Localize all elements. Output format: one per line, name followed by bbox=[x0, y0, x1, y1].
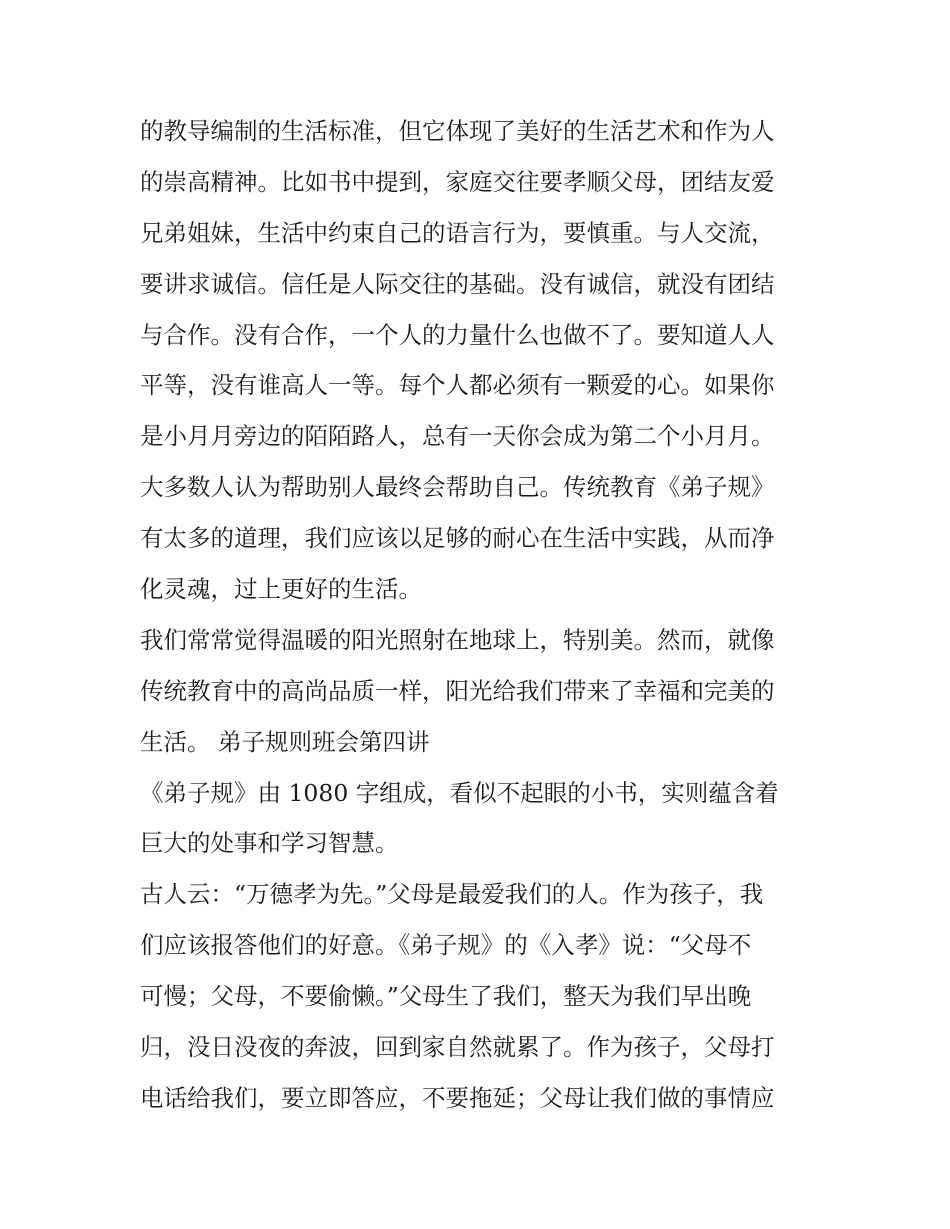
text-line: 归，没日没夜的奔波，回到家自然就累了。作为孩子，父母打 bbox=[140, 1033, 775, 1062]
text-line: 平等，没有谁高人一等。每个人都必须有一颗爱的心。如果你 bbox=[140, 371, 775, 400]
text-line: 有太多的道理，我们应该以足够的耐心在生活中实践，从而净 bbox=[140, 524, 775, 553]
text-line: 电话给我们，要立即答应，不要拖延；父母让我们做的事情应 bbox=[140, 1083, 775, 1112]
text-line: 生活。 弟子规则班会第四讲 bbox=[140, 727, 430, 756]
text-line: 古人云：“万德孝为先。”父母是最爱我们的人。作为孩子，我 bbox=[140, 880, 764, 909]
body-text bbox=[140, 106, 820, 1124]
text-line: 大多数人认为帮助别人最终会帮助自己。传统教育《弟子规》 bbox=[140, 473, 775, 502]
text-line: 可慢；父母，不要偷懒。”父母生了我们，整天为我们早出晚 bbox=[140, 982, 752, 1011]
text-line: 《弟子规》由 1080 字组成，看似不起眼的小书，实则蕴含着 bbox=[140, 778, 779, 807]
text-line: 传统教育中的高尚品质一样，阳光给我们带来了幸福和完美的 bbox=[140, 676, 775, 705]
text-line: 要讲求诚信。信任是人际交往的基础。没有诚信，就没有团结 bbox=[140, 269, 775, 298]
text-line: 我们常常觉得温暖的阳光照射在地球上，特别美。然而，就像 bbox=[140, 625, 775, 654]
text-line: 巨大的处事和学习智慧。 bbox=[140, 829, 399, 858]
text-line: 的教导编制的生活标准，但它体现了美好的生活艺术和作为人 bbox=[140, 117, 775, 145]
text-line: 化灵魂，过上更好的生活。 bbox=[140, 575, 422, 604]
text-line: 们应该报答他们的好意。《弟子规》的《入孝》说：“父母不 bbox=[140, 931, 752, 960]
text-line: 的崇高精神。比如书中提到，家庭交往要孝顺父母，团结友爱 bbox=[140, 167, 775, 196]
text-line: 与合作。没有合作，一个人的力量什么也做不了。要知道人人 bbox=[140, 320, 775, 349]
text-line: 是小月月旁边的陌陌路人，总有一天你会成为第二个小月月。 bbox=[140, 422, 775, 451]
text-line: 兄弟姐妹，生活中约束自己的语言行为，要慎重。与人交流， bbox=[140, 218, 775, 247]
